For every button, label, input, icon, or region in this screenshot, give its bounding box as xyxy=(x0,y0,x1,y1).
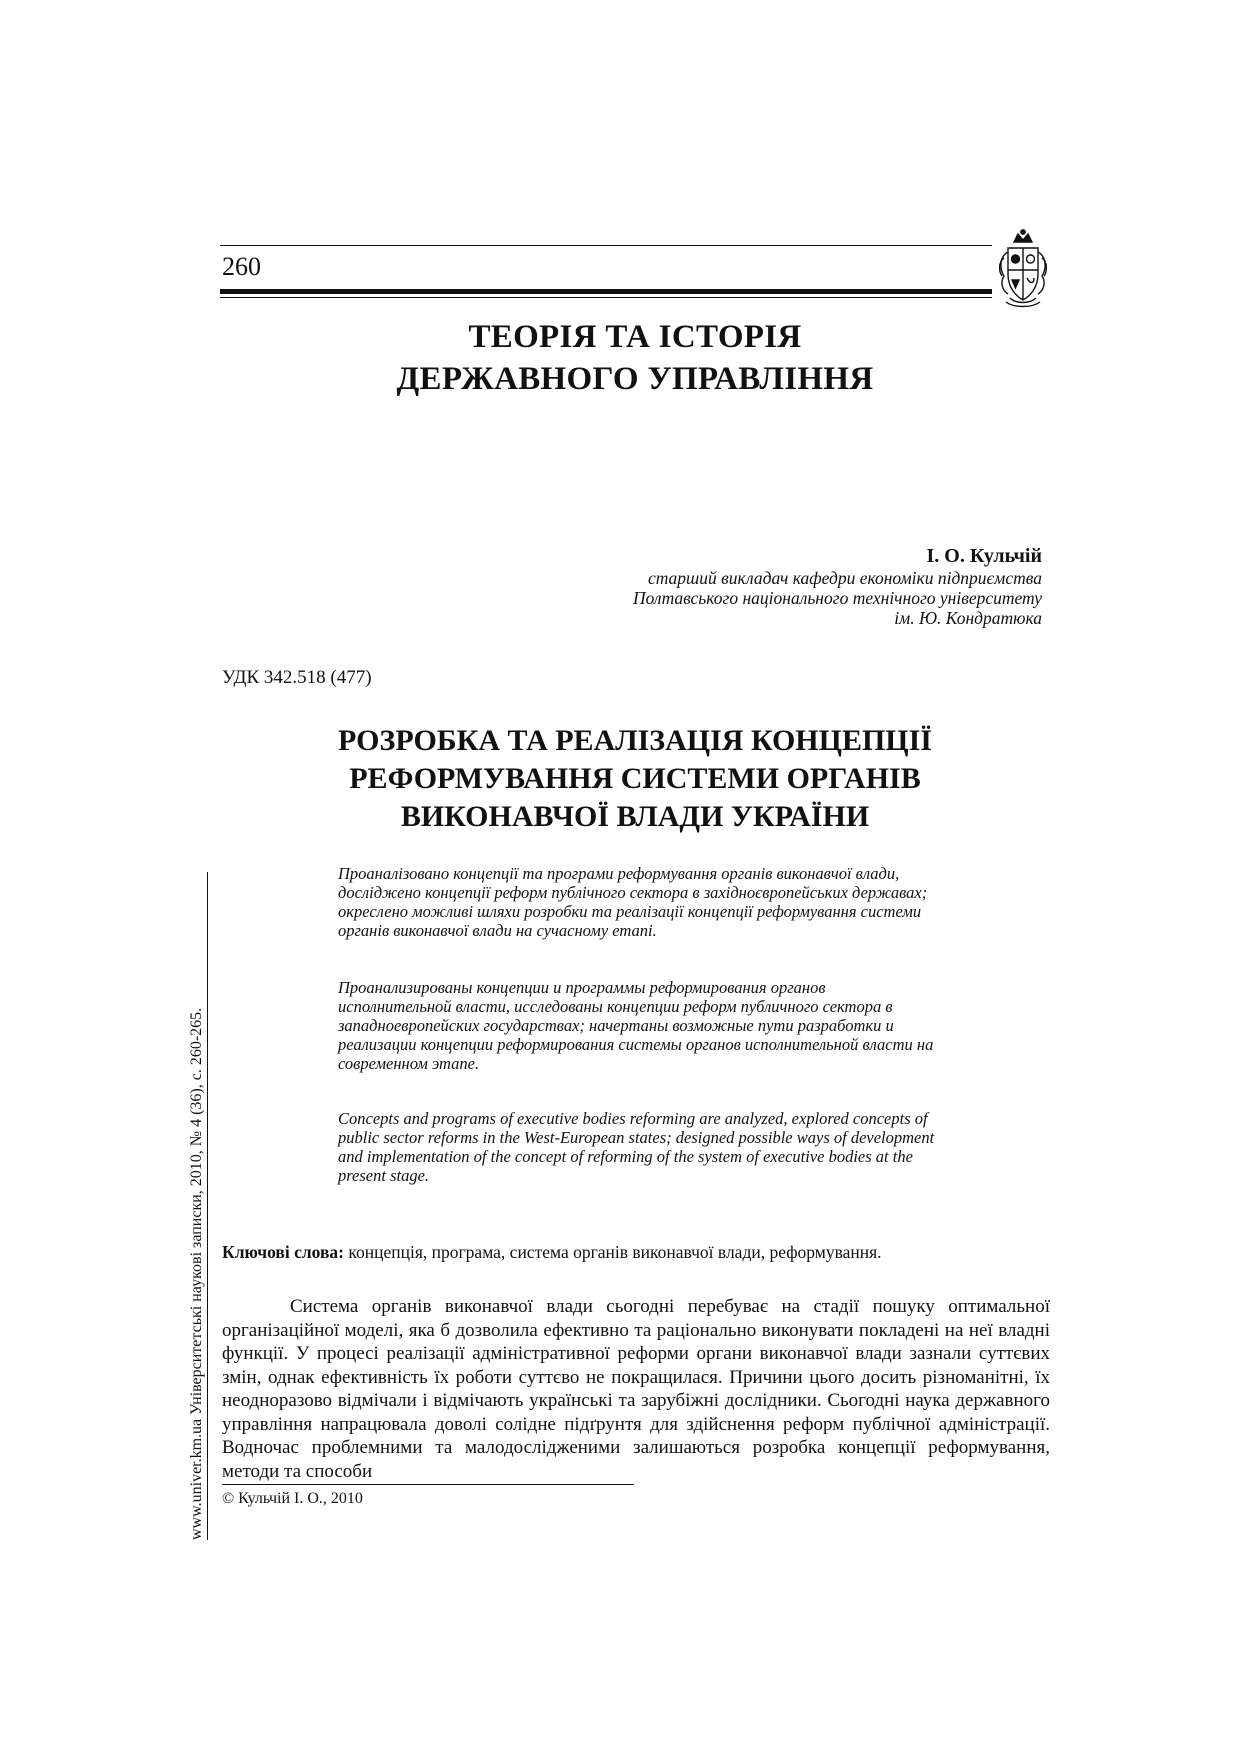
abstract-ukrainian: Проаналізовано концепції та програми реформування органів виконавчої влади, досліджено концепції реформ публічного сектора в західноєвропейських державах; окреслено можливі шляхи розробки та реалізації концепції реформування системи органів виконавчої влади на сучасному етапі. xyxy=(338,864,928,940)
author-block xyxy=(470,544,1042,628)
article-title-line: РЕФОРМУВАННЯ СИСТЕМИ ОРГАНІВ xyxy=(349,762,921,795)
body-paragraph: Система органів виконавчої влади сьогодні перебуває на стадії пошуку оптимальної організаційної моделі, яка б дозволила ефективно та раціонально виконувати покладені на неї владні функції. У процесі реалізації адміністративної реформи органи виконавчої влади зазнали суттєвих змін, однак ефективність їх роботи суттєво не покращилася. Причини цього досить різноманітні, їх неодноразово відмічали і відмічають українські та зарубіжні дослідники. Сьогодні наука державного управління напрацювала доволі солідне підґрунтя для здійснення реформ публічної адміністрації. Водночас проблемними та малодослідженими залишаються розробка концепції реформування, методи та способи xyxy=(222,1296,1050,1482)
keywords-label: Ключові слова: xyxy=(222,1242,345,1262)
keywords-text: концепція, програма, система органів виконавчої влади, реформування. xyxy=(344,1242,882,1262)
article-title-line: ВИКОНАВЧОЇ ВЛАДИ УКРАЇНИ xyxy=(400,800,870,833)
header-rule-thick xyxy=(220,289,992,294)
keywords xyxy=(222,1241,1052,1263)
section-title-line: ТЕОРІЯ ТА ІСТОРІЯ xyxy=(468,319,802,355)
abstract-russian: Проанализированы концепции и программы реформирования органов исполнительной власти, исследованы концепции реформ публичного сектора в западноевропейских государствах; начертаны возможные пути разработки и реализации концепции реформирования системы органов исполнительной власти на современном этапе. xyxy=(338,978,934,1073)
article-title-line: РОЗРОБКА ТА РЕАЛІЗАЦІЯ КОНЦЕПЦІЇ xyxy=(338,724,932,757)
author-affiliation-name: ім. Ю. Кондратюка xyxy=(894,608,1042,628)
article-title xyxy=(220,722,1050,836)
author-position: старший викладач кафедри економіки підприємства xyxy=(647,568,1042,588)
side-rule xyxy=(207,872,208,1540)
abstract-english: Concepts and programs of executive bodies reforming are analyzed, explored concepts of public sector reforms in the West-European states; designed possible ways of development and implementation of the concept of reforming of the system of executive bodies at the present stage. xyxy=(338,1109,935,1185)
copyright-note: © Кульчій І. О., 2010 xyxy=(222,1490,363,1507)
footnote-rule xyxy=(222,1484,634,1485)
section-title-line: ДЕРЖАВНОГО УПРАВЛІННЯ xyxy=(396,361,874,397)
heraldic-emblem-icon xyxy=(996,228,1050,310)
section-title xyxy=(220,316,1050,400)
author-affiliation: Полтавського національного технічного університету xyxy=(632,588,1042,608)
page-number: 260 xyxy=(222,252,261,281)
header-rule-bottom xyxy=(220,297,992,298)
author-name: І. О. Кульчій xyxy=(926,545,1042,567)
side-citation: www.univer.km.ua Університетські наукові записки, 2010, № 4 (36), с. 260-265. xyxy=(188,1007,205,1540)
udc-code: УДК 342.518 (477) xyxy=(222,667,372,688)
header-rule-top xyxy=(220,245,992,246)
